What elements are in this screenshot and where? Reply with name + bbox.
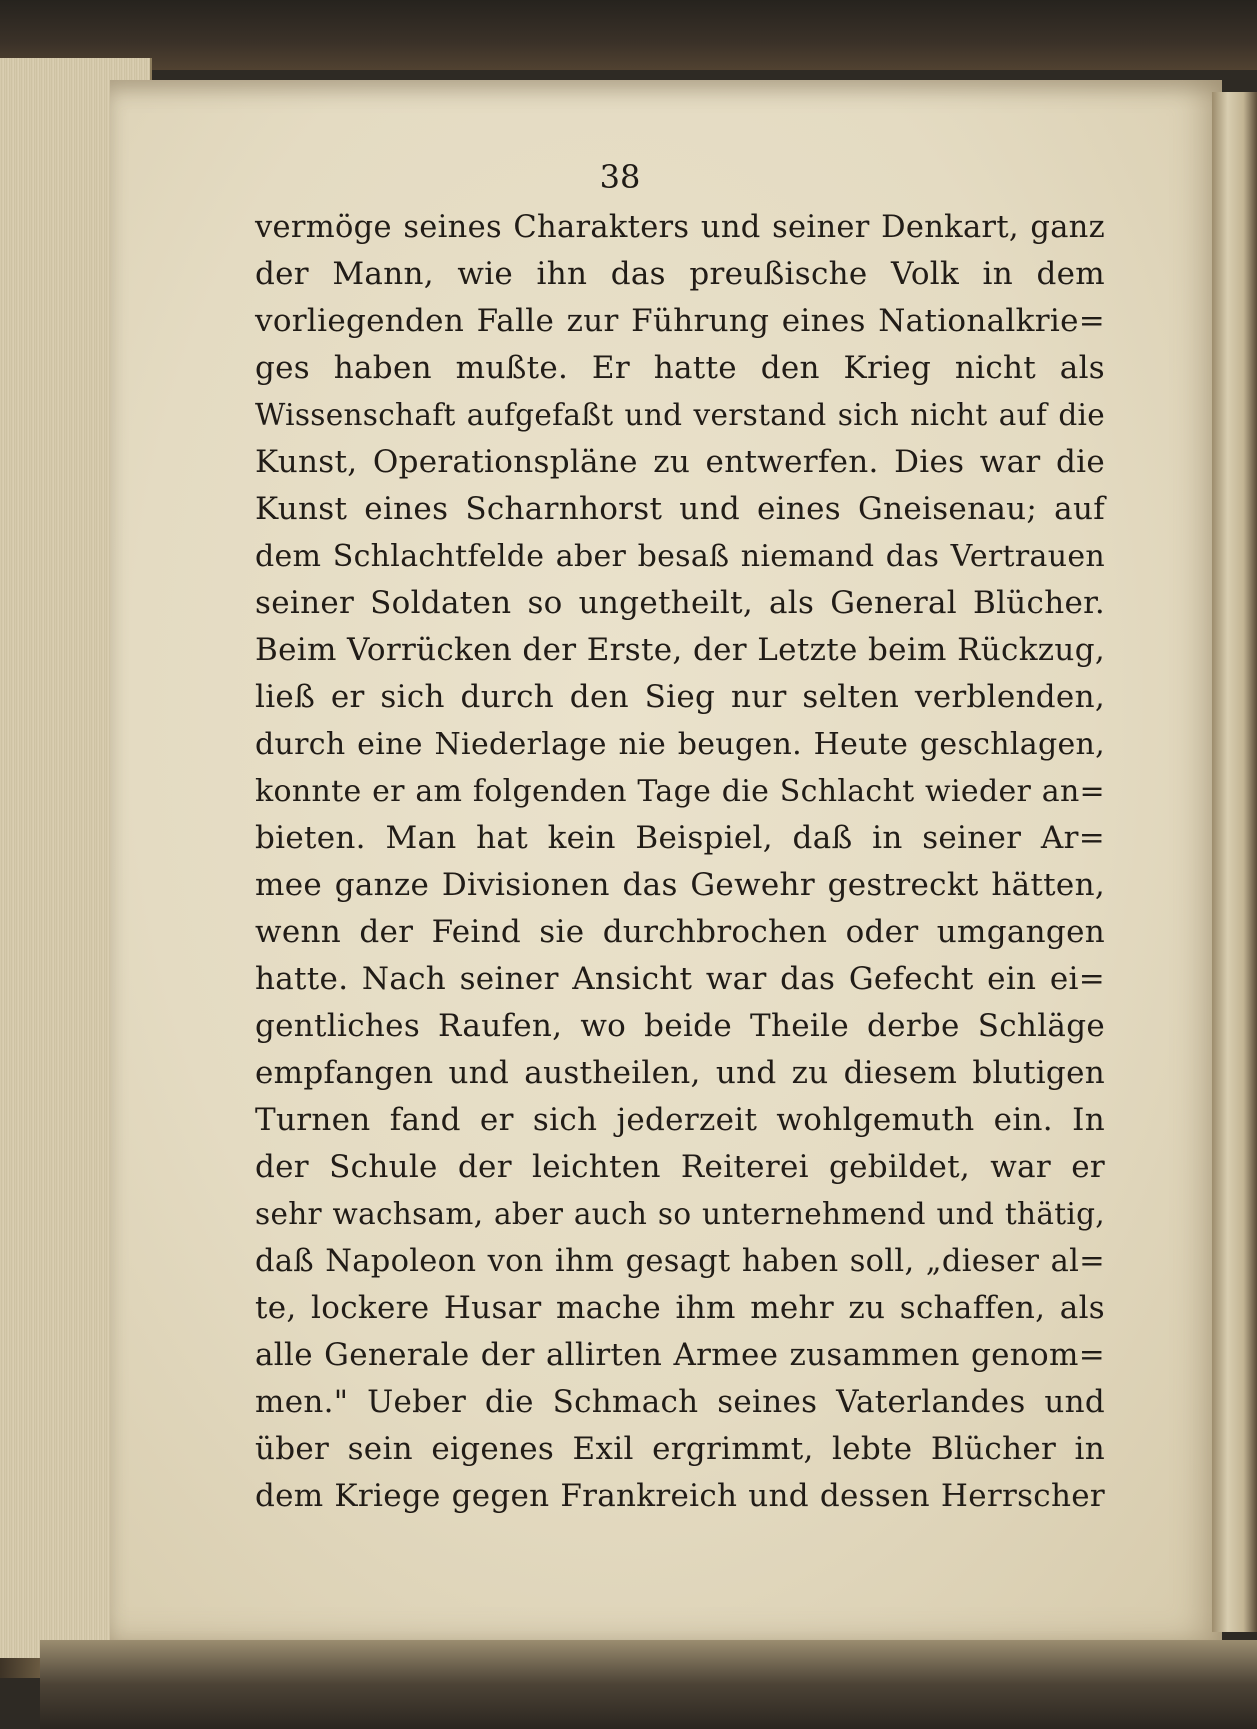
- text-line: gentliches Raufen, wo beide Theile derbe Schläge: [255, 1008, 1105, 1044]
- text-line: hatte. Nach seiner Ansicht war das Gefecht ein ei=: [255, 961, 1105, 997]
- text-line: vorliegenden Falle zur Führung eines Nationalkrie=: [255, 303, 1105, 339]
- text-line: Wissenschaft aufgefaßt und verstand sich nicht auf die: [255, 398, 1105, 432]
- text-line: bieten. Man hat kein Beispiel, daß in seiner Ar=: [255, 820, 1105, 856]
- text-line: alle Generale der allirten Armee zusammen genom=: [255, 1337, 1105, 1373]
- text-line: Kunst eines Scharnhorst und eines Gneisenau; auf: [255, 491, 1105, 527]
- text-line: daß Napoleon von ihm gesagt haben soll, „dieser al=: [255, 1244, 1105, 1279]
- text-line: empfangen und austheilen, und zu diesem blutigen: [255, 1055, 1105, 1091]
- text-line: wenn der Feind sie durchbrochen oder umgangen: [255, 914, 1105, 950]
- text-line: konnte er am folgenden Tage die Schlacht wieder an=: [255, 774, 1105, 809]
- text-line: durch eine Niederlage nie beugen. Heute geschlagen,: [255, 727, 1105, 762]
- text-line: sehr wachsam, aber auch so unternehmend und thätig,: [255, 1197, 1105, 1231]
- text-line: seiner Soldaten so ungetheilt, als General Blücher.: [255, 585, 1105, 621]
- text-line: ließ er sich durch den Sieg nur selten verblenden,: [255, 679, 1105, 715]
- text-line: Beim Vorrücken der Erste, der Letzte beim Rückzug,: [255, 632, 1105, 668]
- text-line: Turnen fand er sich jederzeit wohlgemuth ein. In: [255, 1102, 1105, 1138]
- book-bottom-edge: [40, 1640, 1257, 1729]
- text-line: te, lockere Husar mache ihm mehr zu schaffen, als: [255, 1290, 1105, 1326]
- text-line: der Schule der leichten Reiterei gebildet, war er: [255, 1149, 1105, 1185]
- body-text: [255, 204, 1105, 1520]
- text-line: vermöge seines Charakters und seiner Denkart, ganz: [255, 210, 1105, 245]
- text-line: der Mann, wie ihn das preußische Volk in dem: [255, 256, 1105, 292]
- text-line: men." Ueber die Schmach seines Vaterlandes und: [255, 1384, 1105, 1420]
- book-cover-top: [0, 0, 1257, 70]
- text-line: dem Schlachtfelde aber besaß niemand das Vertrauen: [255, 539, 1105, 574]
- text-line: über sein eigenes Exil ergrimmt, lebte Blücher in: [255, 1431, 1105, 1467]
- text-line: mee ganze Divisionen das Gewehr gestreckt hätten,: [255, 867, 1105, 903]
- text-line: ges haben mußte. Er hatte den Krieg nicht als: [255, 350, 1105, 386]
- page-gutter: [1212, 92, 1257, 1632]
- text-line: dem Kriege gegen Frankreich und dessen Herrscher: [255, 1478, 1105, 1514]
- text-line: Kunst, Operationspläne zu entwerfen. Dies war die: [255, 444, 1105, 480]
- page-number: 38: [599, 158, 641, 196]
